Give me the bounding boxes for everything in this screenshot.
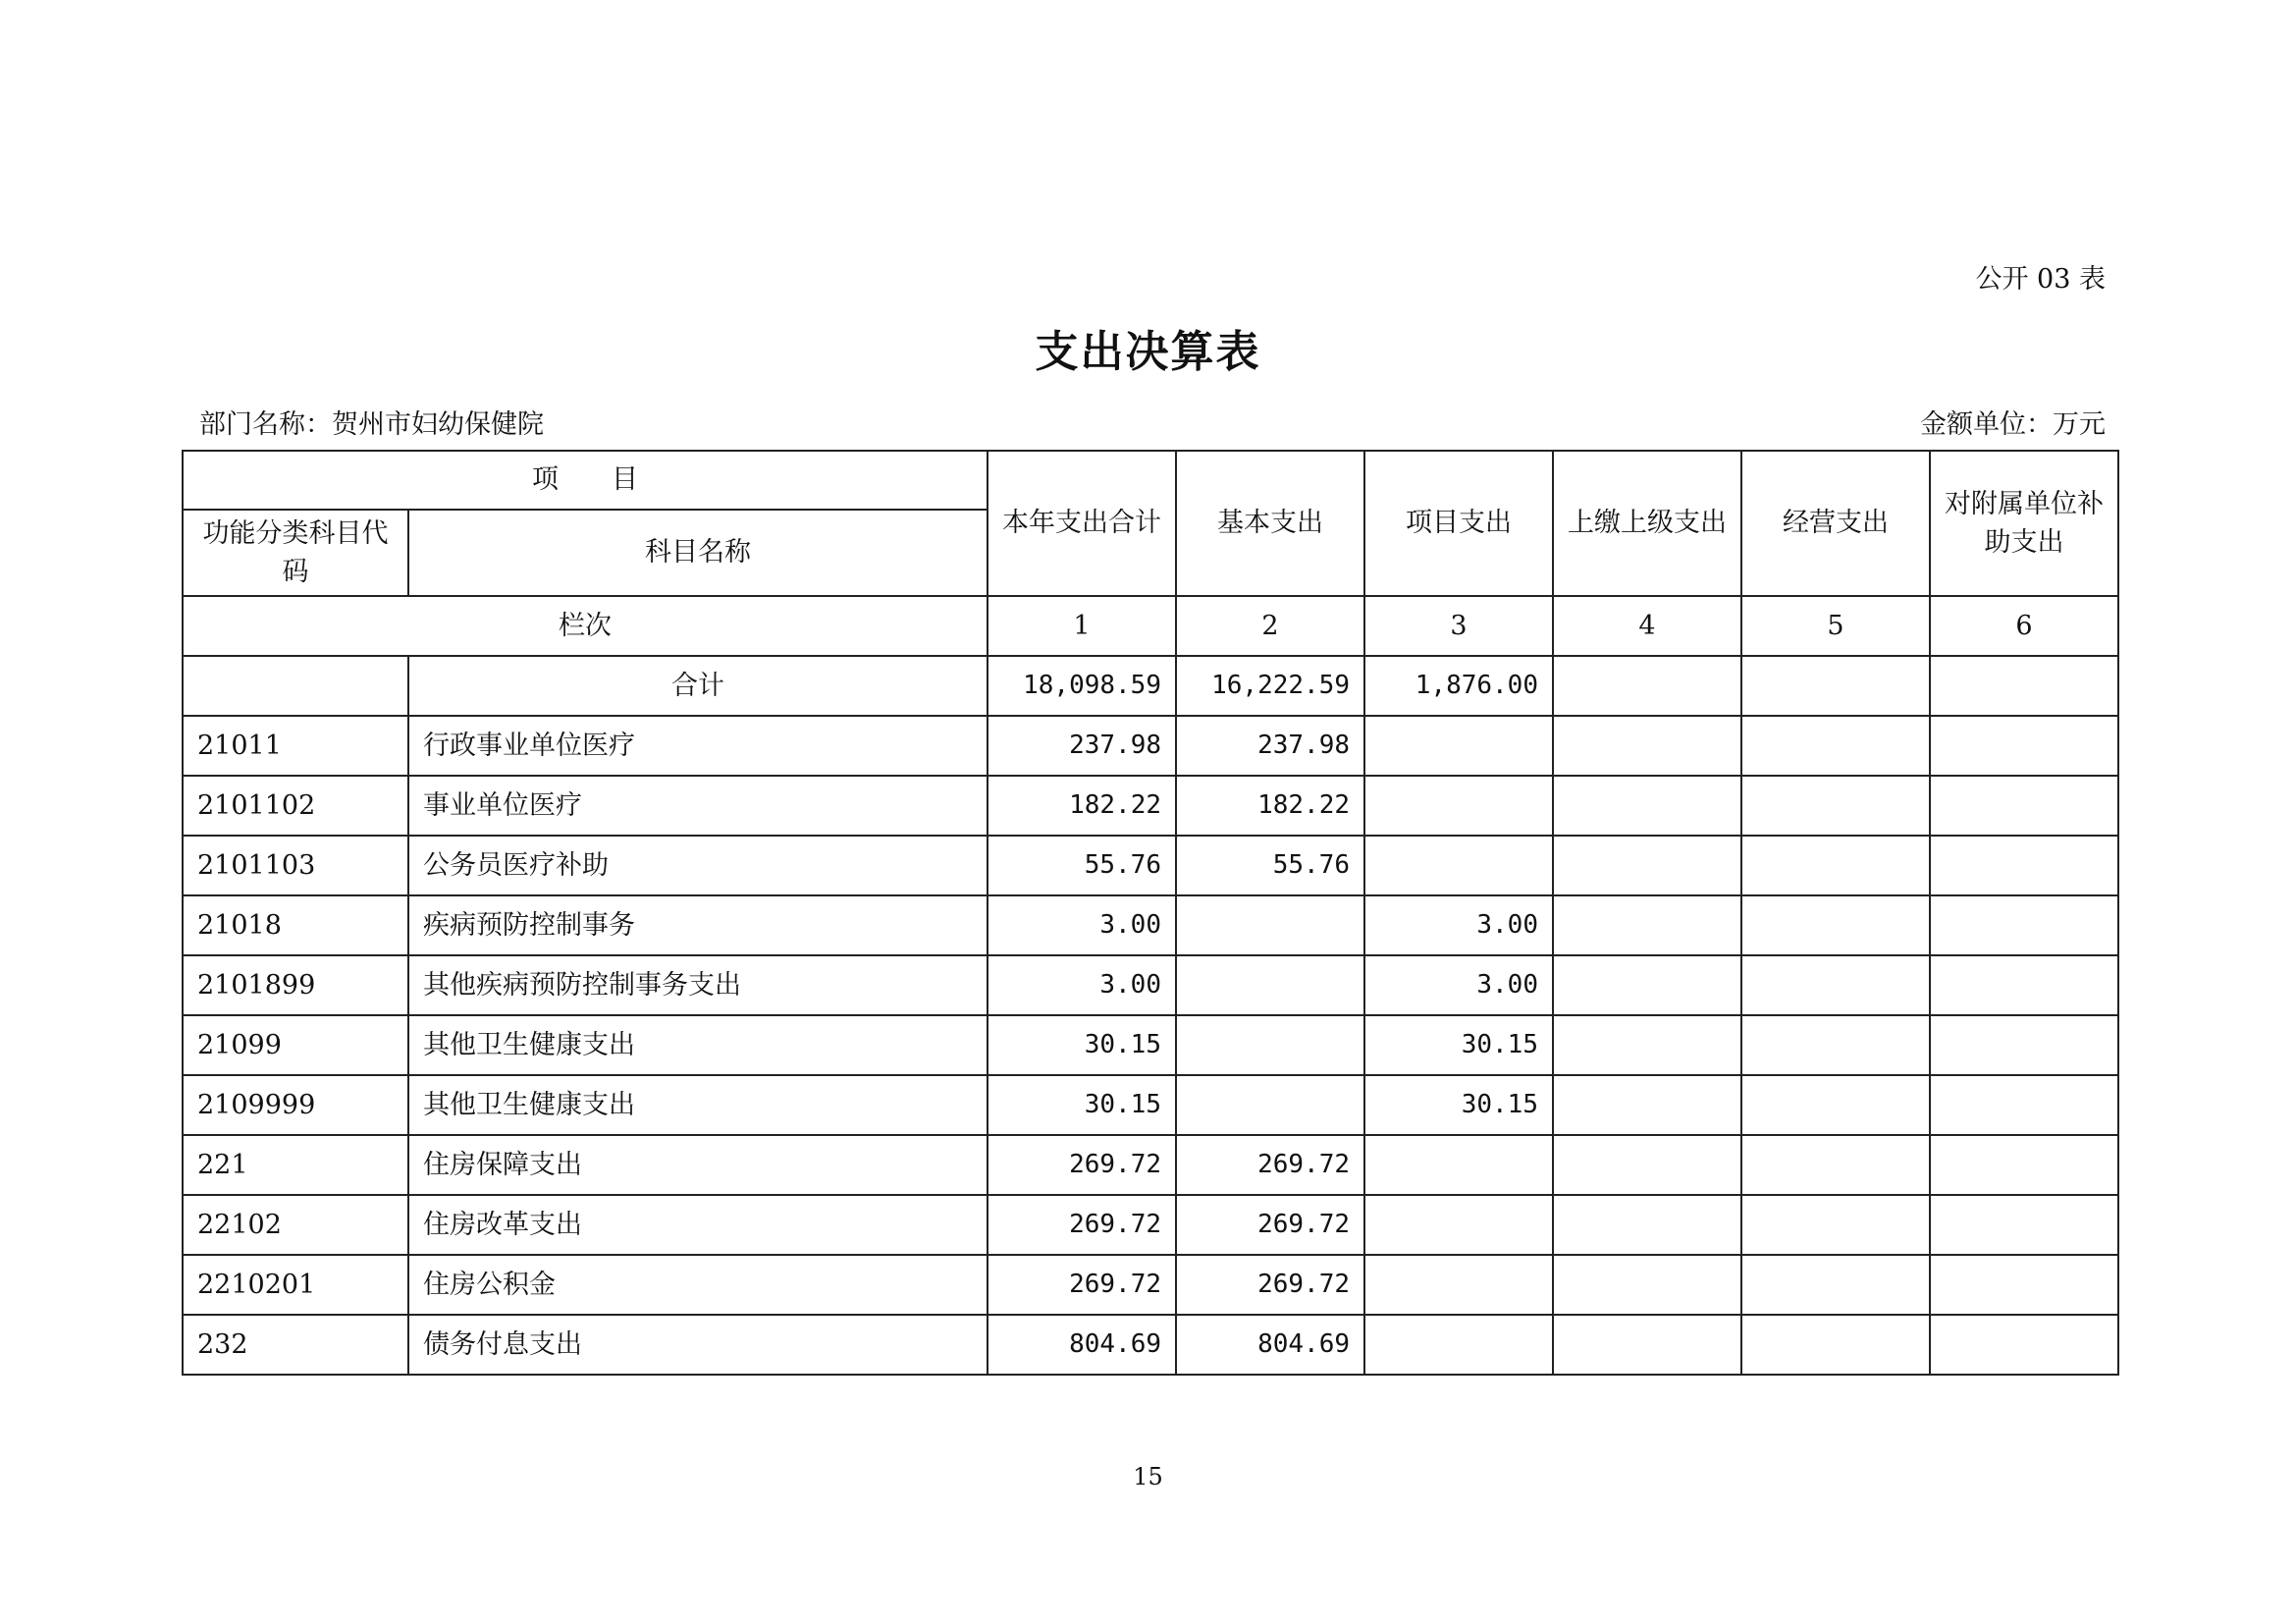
header-col-3: 项目支出 — [1364, 451, 1553, 596]
row-value: 30.15 — [988, 1015, 1176, 1075]
row-value: 269.72 — [1176, 1135, 1364, 1195]
total-value: 18,098.59 — [988, 656, 1176, 716]
column-number-label: 栏次 — [183, 596, 988, 656]
row-value: 237.98 — [1176, 716, 1364, 776]
table-row — [183, 1135, 2118, 1195]
row-value: 804.69 — [1176, 1315, 1364, 1375]
row-code: 22102 — [183, 1195, 408, 1255]
row-name: 其他疾病预防控制事务支出 — [408, 955, 988, 1015]
total-value: 16,222.59 — [1176, 656, 1364, 716]
row-code: 2210201 — [183, 1255, 408, 1315]
total-value — [1741, 656, 1930, 716]
table-row — [183, 836, 2118, 895]
row-value — [1364, 1255, 1553, 1315]
row-name: 行政事业单位医疗 — [408, 716, 988, 776]
row-value — [1930, 1195, 2118, 1255]
row-value: 3.00 — [1364, 895, 1553, 955]
row-value — [1930, 1075, 2118, 1135]
column-number: 1 — [988, 596, 1176, 656]
table-row — [183, 1015, 2118, 1075]
table-row — [183, 955, 2118, 1015]
column-number: 4 — [1553, 596, 1741, 656]
total-value — [1553, 656, 1741, 716]
row-value — [1176, 955, 1364, 1015]
row-code: 232 — [183, 1315, 408, 1375]
header-name: 科目名称 — [408, 510, 988, 596]
row-value — [1741, 1315, 1930, 1375]
page-title: 支出决算表 — [1035, 327, 1261, 377]
row-value: 269.72 — [988, 1255, 1176, 1315]
total-label: 合计 — [408, 656, 988, 716]
total-value: 1,876.00 — [1364, 656, 1553, 716]
row-value: 182.22 — [1176, 776, 1364, 836]
column-number: 6 — [1930, 596, 2118, 656]
row-value — [1553, 1015, 1741, 1075]
row-value — [1553, 1255, 1741, 1315]
column-number: 3 — [1364, 596, 1553, 656]
row-value — [1930, 1255, 2118, 1315]
row-value — [1364, 836, 1553, 895]
row-value — [1930, 895, 2118, 955]
row-value — [1553, 1075, 1741, 1135]
row-value: 269.72 — [1176, 1255, 1364, 1315]
row-name: 公务员医疗补助 — [408, 836, 988, 895]
header-col-5: 经营支出 — [1741, 451, 1930, 596]
row-value: 30.15 — [1364, 1075, 1553, 1135]
row-value: 55.76 — [988, 836, 1176, 895]
row-value — [1364, 1195, 1553, 1255]
row-value — [1930, 1015, 2118, 1075]
row-value — [1741, 776, 1930, 836]
row-value — [1741, 1255, 1930, 1315]
row-value — [1553, 836, 1741, 895]
row-value — [1553, 895, 1741, 955]
row-value: 804.69 — [988, 1315, 1176, 1375]
row-value: 3.00 — [988, 955, 1176, 1015]
expenditure-table — [182, 450, 2119, 1376]
row-value — [1364, 776, 1553, 836]
row-value: 269.72 — [1176, 1195, 1364, 1255]
row-value — [1741, 955, 1930, 1015]
header-col-4: 上缴上级支出 — [1553, 451, 1741, 596]
row-value — [1364, 716, 1553, 776]
row-value — [1553, 776, 1741, 836]
total-code — [183, 656, 408, 716]
row-name: 其他卫生健康支出 — [408, 1075, 988, 1135]
row-value: 3.00 — [1364, 955, 1553, 1015]
row-value: 237.98 — [988, 716, 1176, 776]
row-value — [1364, 1135, 1553, 1195]
row-value — [1176, 1015, 1364, 1075]
row-value — [1364, 1315, 1553, 1375]
table-row — [183, 895, 2118, 955]
row-name: 其他卫生健康支出 — [408, 1015, 988, 1075]
table-row — [183, 1255, 2118, 1315]
table-row — [183, 1195, 2118, 1255]
row-name: 事业单位医疗 — [408, 776, 988, 836]
header-col-2: 基本支出 — [1176, 451, 1364, 596]
column-number: 5 — [1741, 596, 1930, 656]
amount-unit: 金额单位：万元 — [1920, 409, 2106, 440]
table-row — [183, 1315, 2118, 1375]
total-row — [183, 656, 2118, 716]
row-value — [1741, 836, 1930, 895]
row-value — [1930, 776, 2118, 836]
row-value — [1930, 955, 2118, 1015]
row-value: 182.22 — [988, 776, 1176, 836]
department-name: 部门名称：贺州市妇幼保健院 — [199, 409, 544, 440]
form-number: 公开 03 表 — [1975, 264, 2106, 295]
row-value — [1553, 1135, 1741, 1195]
row-value — [1741, 716, 1930, 776]
row-value — [1553, 955, 1741, 1015]
row-value — [1176, 1075, 1364, 1135]
row-name: 债务付息支出 — [408, 1315, 988, 1375]
row-value — [1741, 1075, 1930, 1135]
row-value: 30.15 — [1364, 1015, 1553, 1075]
row-code: 21018 — [183, 895, 408, 955]
row-name: 住房保障支出 — [408, 1135, 988, 1195]
row-value — [1553, 1315, 1741, 1375]
row-value: 269.72 — [988, 1135, 1176, 1195]
header-col-1: 本年支出合计 — [988, 451, 1176, 596]
row-code: 2101102 — [183, 776, 408, 836]
table-row — [183, 1075, 2118, 1135]
row-code: 21011 — [183, 716, 408, 776]
row-value: 3.00 — [988, 895, 1176, 955]
page-number: 15 — [1133, 1463, 1163, 1490]
header-project: 项 目 — [183, 451, 988, 510]
row-value — [1741, 1135, 1930, 1195]
row-value — [1930, 836, 2118, 895]
row-code: 2101103 — [183, 836, 408, 895]
row-value — [1930, 1315, 2118, 1375]
row-value — [1930, 1135, 2118, 1195]
header-col-6: 对附属单位补助支出 — [1930, 451, 2118, 596]
row-code: 221 — [183, 1135, 408, 1195]
data-rows — [183, 716, 2118, 1375]
total-value — [1930, 656, 2118, 716]
row-code: 21099 — [183, 1015, 408, 1075]
row-code: 2101899 — [183, 955, 408, 1015]
row-value — [1553, 716, 1741, 776]
row-value: 269.72 — [988, 1195, 1176, 1255]
row-name: 疾病预防控制事务 — [408, 895, 988, 955]
row-value — [1741, 1195, 1930, 1255]
row-value: 30.15 — [988, 1075, 1176, 1135]
row-value — [1741, 895, 1930, 955]
row-code: 2109999 — [183, 1075, 408, 1135]
row-value — [1741, 1015, 1930, 1075]
table-row — [183, 776, 2118, 836]
table-row — [183, 716, 2118, 776]
row-value — [1930, 716, 2118, 776]
row-value: 55.76 — [1176, 836, 1364, 895]
row-value — [1176, 895, 1364, 955]
column-number: 2 — [1176, 596, 1364, 656]
row-value — [1553, 1195, 1741, 1255]
column-number-row — [183, 596, 2118, 656]
header-code: 功能分类科目代码 — [183, 510, 408, 596]
row-name: 住房改革支出 — [408, 1195, 988, 1255]
row-name: 住房公积金 — [408, 1255, 988, 1315]
